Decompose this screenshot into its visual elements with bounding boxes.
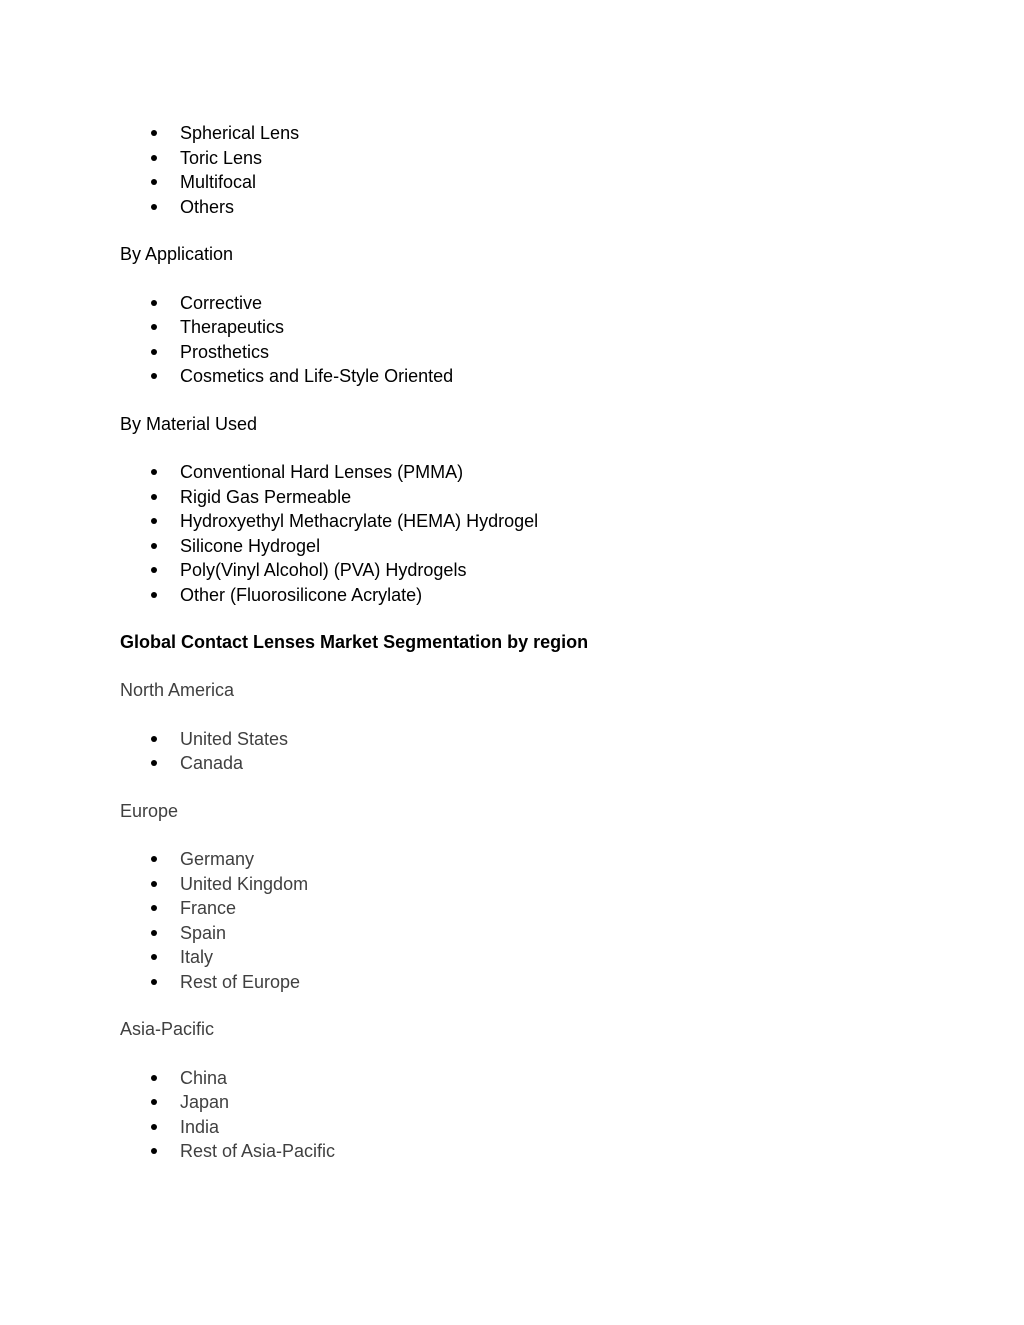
bullet: [151, 494, 157, 500]
region-heading-north-america: North America: [120, 680, 235, 700]
list-item: Rest of Asia-Pacific: [180, 1141, 336, 1161]
list-item: Prosthetics: [180, 342, 270, 362]
list-item: Italy: [180, 947, 214, 967]
list-item: Other (Fluorosilicone Acrylate): [180, 585, 423, 605]
list-item: Canada: [180, 753, 244, 773]
region-heading-europe: Europe: [120, 801, 179, 821]
list-item: China: [180, 1068, 228, 1088]
list-item: Rest of Europe: [180, 972, 301, 992]
list-item: Therapeutics: [180, 317, 285, 337]
bullet: [151, 349, 157, 355]
bullet: [151, 155, 157, 161]
list-item: Japan: [180, 1092, 230, 1112]
bullet: [151, 324, 157, 330]
bullet: [151, 1075, 157, 1081]
region-heading-asia-pacific: Asia-Pacific: [120, 1019, 215, 1039]
list-item: Cosmetics and Life-Style Oriented: [180, 366, 454, 386]
list-item: Multifocal: [180, 172, 257, 192]
bullet: [151, 592, 157, 598]
bullet: [151, 930, 157, 936]
section-heading-material: By Material Used: [120, 414, 258, 434]
list-item: United Kingdom: [180, 874, 309, 894]
list-item: Corrective: [180, 293, 263, 313]
list-item: Silicone Hydrogel: [180, 536, 321, 556]
bullet: [151, 736, 157, 742]
bullet: [151, 518, 157, 524]
list-item: Rigid Gas Permeable: [180, 487, 352, 507]
bullet: [151, 760, 157, 766]
list-item: Spherical Lens: [180, 123, 300, 143]
list-item: France: [180, 898, 237, 918]
list-item: Spain: [180, 923, 227, 943]
bullet: [151, 979, 157, 985]
bullet: [151, 856, 157, 862]
list-item: Conventional Hard Lenses (PMMA): [180, 462, 464, 482]
bullet: [151, 179, 157, 185]
bullet: [151, 373, 157, 379]
bullet: [151, 1148, 157, 1154]
bullet: [151, 543, 157, 549]
bullet: [151, 567, 157, 573]
bullet: [151, 130, 157, 136]
bullet: [151, 204, 157, 210]
list-item: United States: [180, 729, 289, 749]
bullet: [151, 1099, 157, 1105]
list-item: Poly(Vinyl Alcohol) (PVA) Hydrogels: [180, 560, 467, 580]
list-item: India: [180, 1117, 220, 1137]
bullet: [151, 300, 157, 306]
bullet: [151, 469, 157, 475]
bullet: [151, 1124, 157, 1130]
list-item: Hydroxyethyl Methacrylate (HEMA) Hydrogel: [180, 511, 539, 531]
section-heading-application: By Application: [120, 244, 234, 264]
list-item: Germany: [180, 849, 255, 869]
bullet: [151, 881, 157, 887]
bullet: [151, 954, 157, 960]
region-section-title: Global Contact Lenses Market Segmentation by region: [120, 632, 589, 652]
list-item: Others: [180, 197, 235, 217]
bullet: [151, 905, 157, 911]
list-item: Toric Lens: [180, 148, 263, 168]
